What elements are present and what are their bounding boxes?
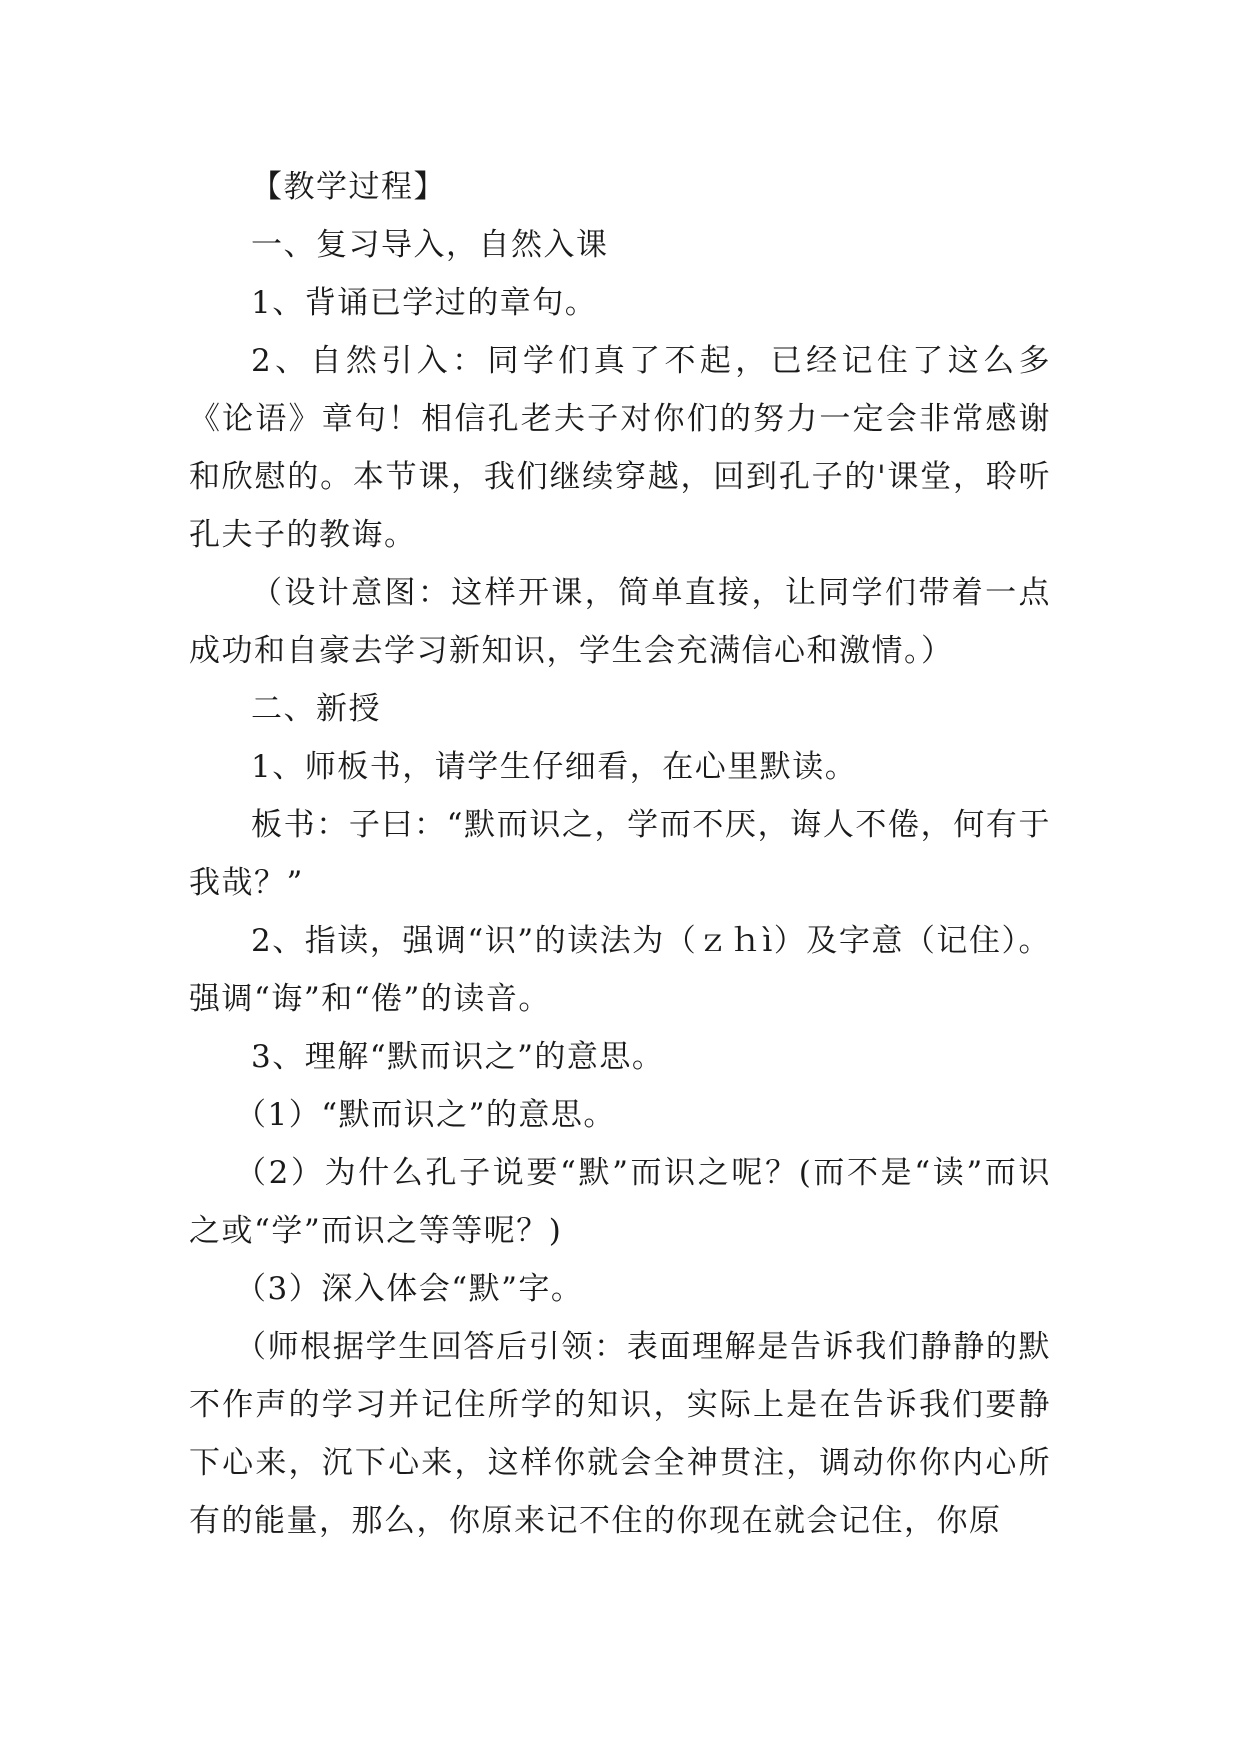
sub-item: （1）“默而识之”的意思。 bbox=[235, 1097, 616, 1133]
document-body bbox=[189, 158, 1051, 1550]
paragraph: 1、背诵已学过的章句。 bbox=[251, 285, 598, 321]
paragraph: 2、指读，强调“识”的读法为（ｚｈì）及字意（记住）。强调“诲”和“倦”的读音。 bbox=[189, 923, 1051, 1017]
sub-item: （3）深入体会“默”字。 bbox=[235, 1271, 584, 1307]
section-heading-teaching-process: 【教学过程】 bbox=[251, 169, 446, 205]
paragraph: 1、师板书，请学生仔细看，在心里默读。 bbox=[251, 749, 858, 785]
sub-item: （2）为什么孔子说要“默”而识之呢？(而不是“读”而识之或“学”而识之等等呢？) bbox=[189, 1155, 1051, 1249]
paragraph: 3、理解“默而识之”的意思。 bbox=[251, 1039, 665, 1075]
blackboard-text: 板书：子曰：“默而识之，学而不厌，诲人不倦，何有于我哉？” bbox=[189, 807, 1051, 901]
design-intent-note: （设计意图：这样开课，简单直接，让同学们带着一点成功和自豪去学习新知识，学生会充满信心和激情。） bbox=[189, 575, 1051, 669]
paragraph: 2、自然引入：同学们真了不起，已经记住了这么多《论语》章句！相信孔老夫子对你们的努力一定会非常感谢和欣慰的。本节课，我们继续穿越，回到孔子的'课堂，聆听孔夫子的教诲。 bbox=[189, 343, 1051, 553]
section-heading-new-lesson: 二、新授 bbox=[251, 691, 381, 727]
teacher-guidance-note: （师根据学生回答后引领：表面理解是告诉我们静静的默不作声的学习并记住所学的知识，实际上是在告诉我们要静下心来，沉下心来，这样你就会全神贯注，调动你你内心所有的能量，那么，你原来记不住的你现在就会记住，你原 bbox=[189, 1329, 1051, 1539]
section-heading-review: 一、复习导入，自然入课 bbox=[251, 227, 609, 263]
